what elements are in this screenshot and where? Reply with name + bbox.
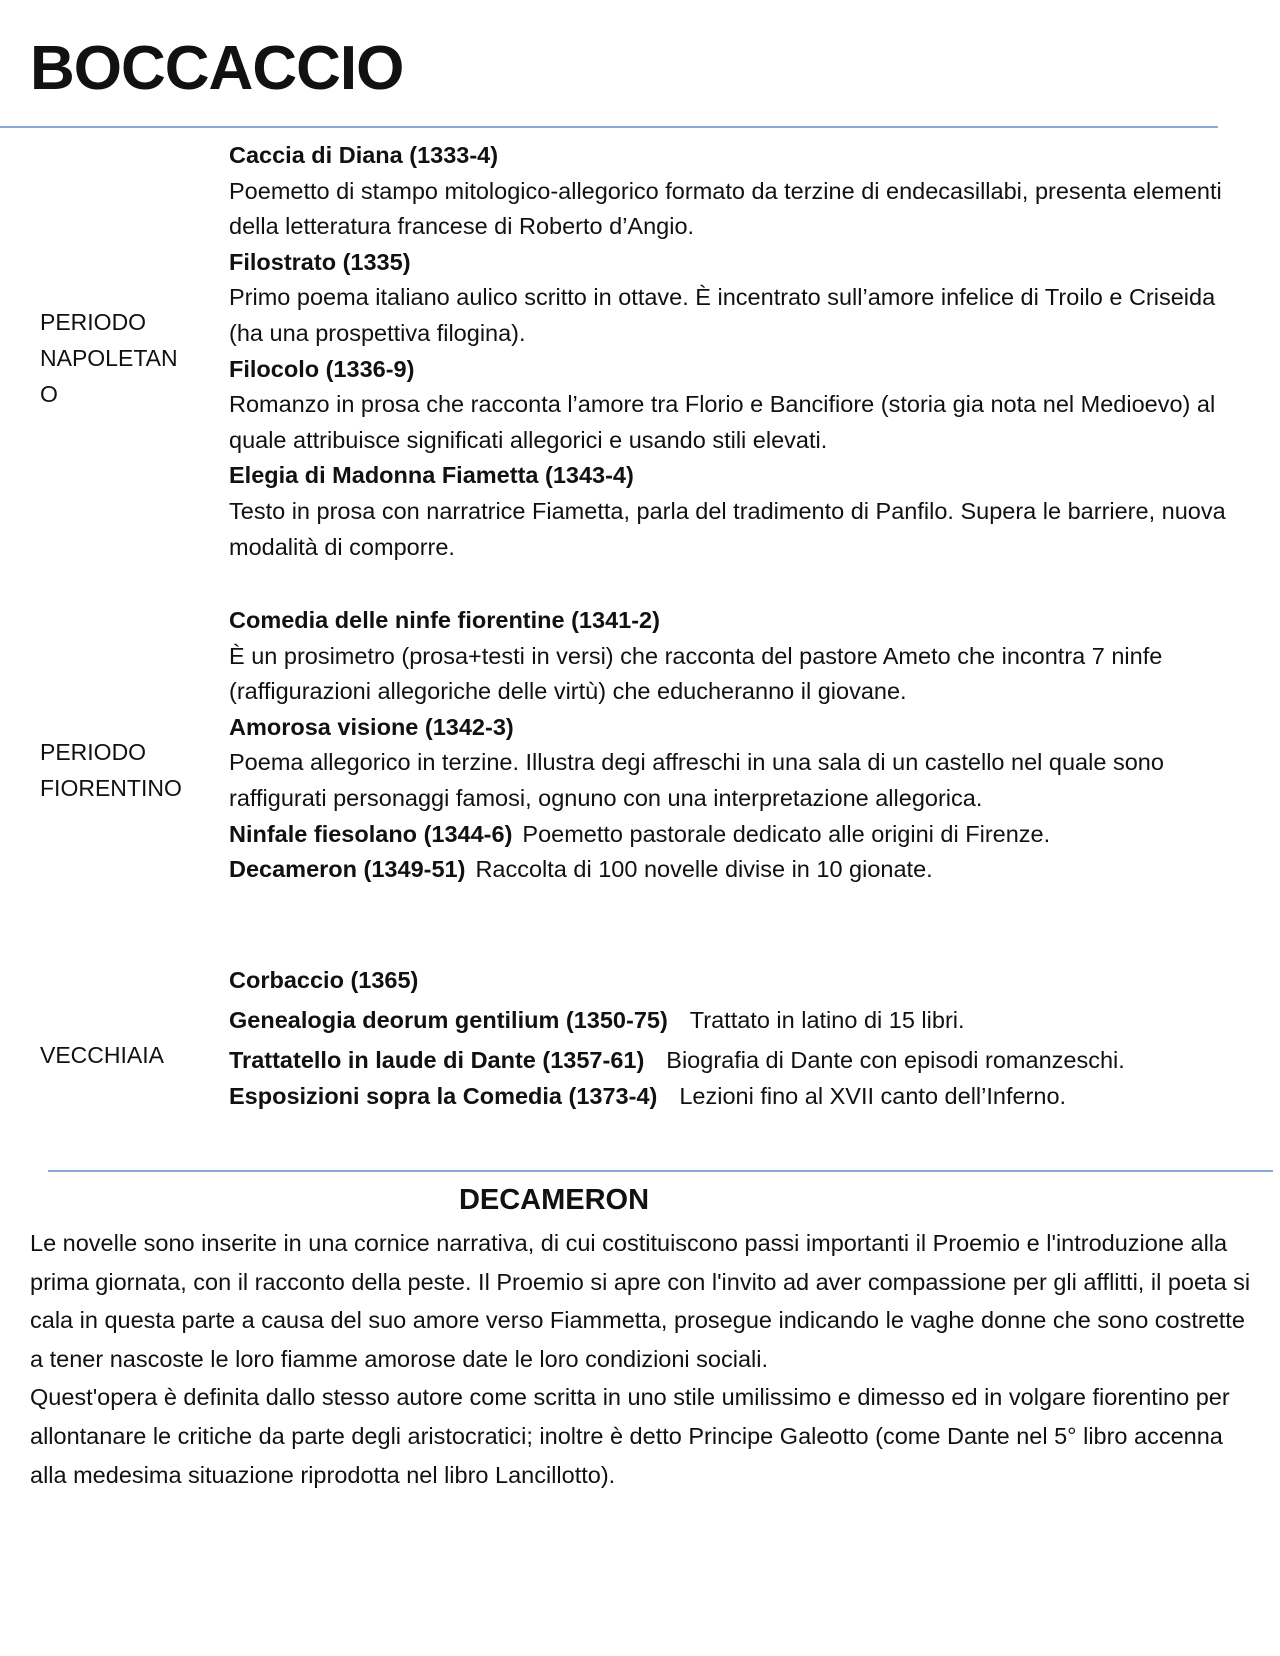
work-description: Poemetto di stampo mitologico-allegorico formato da terzine di endecasillabi, presenta elementi della letteratura francese di Roberto d’Angio. <box>229 177 1222 240</box>
work-description: È un prosimetro (prosa+testi in versi) che racconta del pastore Ameto che incontra 7 ninfe (raffigurazioni allegoriche delle virtù) che educheranno il giovane. <box>229 642 1163 705</box>
work-description: Lezioni fino al XVII canto dell’Inferno. <box>679 1083 1067 1109</box>
work-title: Corbaccio (1365) <box>229 967 419 993</box>
page-title: BOCCACCIO <box>30 34 404 103</box>
work-item <box>229 852 1229 888</box>
work-item <box>229 962 1229 998</box>
divider-middle <box>48 1170 1273 1172</box>
works-list <box>229 962 1229 1114</box>
works-list <box>229 138 1229 565</box>
work-description: Raccolta di 100 novelle divise in 10 gionate. <box>475 856 933 883</box>
work-title: Esposizioni sopra la Comedia (1373-4) <box>229 1083 658 1109</box>
works-list <box>229 603 1229 888</box>
work-item <box>229 710 1229 817</box>
work-item <box>229 352 1229 459</box>
work-title: Genealogia deorum gentilium (1350-75) <box>229 1007 668 1033</box>
period-label: VECCHIAIA <box>40 1042 164 1068</box>
paragraph: Quest'opera è definita dallo stesso autore come scritta in uno stile umilissimo e dimesso ed in volgare fiorentino per allontanare le critiche da parte degli aristocratici; inoltre è detto Principe Galeotto (come Dante nel 5° libro accenna alla medesima situazione riprodotta nel libro Lancillotto). <box>30 1384 1230 1488</box>
work-description: Biografia di Dante con episodi romanzeschi. <box>666 1047 1125 1073</box>
period-label: PERIODO FIORENTINO <box>40 739 182 801</box>
period-label: PERIODO NAPOLETAN O <box>40 309 178 407</box>
work-title: Amorosa visione (1342-3) <box>229 713 514 740</box>
work-title: Decameron (1349-51) <box>229 856 466 883</box>
paragraph: Le novelle sono inserite in una cornice narrativa, di cui costituiscono passi importanti il Proemio e l'introduzione alla prima giornata, con il racconto della peste. Il Proemio si apre con l'invito ad aver compassione per gli afflitti, il poeta si cala in questa parte a causa del suo amore verso Fiammetta, prosegue indicando le vaghe donne che sono costrette a tener nascoste le loro fiamme amorose date le loro condizioni sociali. <box>30 1230 1251 1372</box>
section-heading: DECAMERON <box>458 1184 650 1216</box>
work-item <box>229 1078 1229 1114</box>
work-item <box>229 138 1229 245</box>
work-title: Caccia di Diana (1333-4) <box>229 142 499 168</box>
work-title: Filostrato (1335) <box>229 248 411 275</box>
work-item <box>229 245 1229 352</box>
work-description: Testo in prosa con narratrice Fiametta, parla del tradimento di Panfilo. Supera le barriere, nuova modalità di comporre. <box>229 497 1226 560</box>
work-item <box>229 603 1229 710</box>
work-description: Poema allegorico in terzine. Illustra degi affreschi in una sala di un castello nel quale sono raffigurati personaggi famosi, ognuno con una interpretazione allegorica. <box>229 749 1164 811</box>
work-title: Filocolo (1336-9) <box>229 355 415 382</box>
work-title: Trattatello in laude di Dante (1357-61) <box>229 1047 645 1073</box>
work-title: Comedia delle ninfe fiorentine (1341-2) <box>229 607 660 633</box>
work-item <box>229 817 1229 853</box>
divider-top <box>0 126 1218 128</box>
work-description: Primo poema italiano aulico scritto in ottave. È incentrato sull’amore infelice di Troilo e Criseida (ha una prospettiva filogina). <box>229 284 1216 346</box>
work-item <box>229 458 1229 565</box>
work-title: Ninfale fiesolano (1344-6) <box>229 820 513 847</box>
work-description: Poemetto pastorale dedicato alle origini di Firenze. <box>522 820 1051 847</box>
work-description: Romanzo in prosa che racconta l’amore tra Florio e Bancifiore (storia gia nota nel Medioevo) al quale attribuisce significati allegorici e usando stili elevati. <box>229 391 1216 453</box>
decameron-body <box>30 1224 1255 1494</box>
work-item <box>229 1002 1229 1038</box>
work-description: Trattato in latino di 15 libri. <box>689 1007 965 1033</box>
work-item <box>229 1042 1229 1078</box>
work-title: Elegia di Madonna Fiametta (1343-4) <box>229 462 634 489</box>
